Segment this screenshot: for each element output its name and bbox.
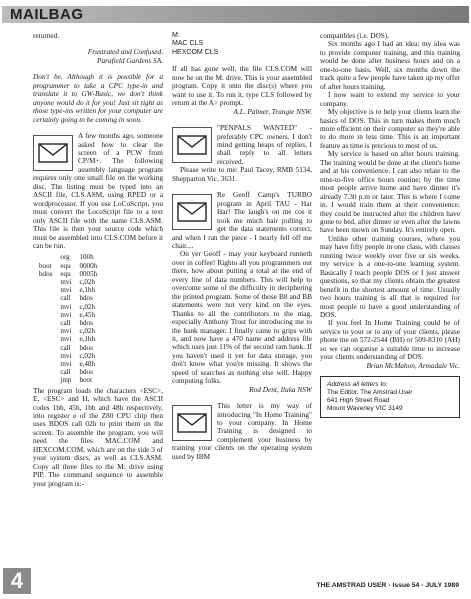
envelope-icon bbox=[172, 127, 212, 163]
asm-line bbox=[39, 352, 105, 360]
asm-line bbox=[39, 286, 105, 294]
letter-body: A few months ago, someone asked how to clear the screen of a PCW from CP/M+. The following assembly language program requires only one small file on the working disc. The listing must be typed into an ASCII file, CLS.ASM, using RPED or a wordprocessor. If you use LoCoScript, you must convert the LocoScript file to a text only ASCII file with the name CLS.ASM. This file is then your source code which must be assembled into CLS.COM before it can be run. bbox=[33, 131, 163, 250]
asm-operand: e,48h bbox=[79, 360, 96, 369]
asm-opcode: jmp bbox=[60, 376, 72, 385]
asm-label bbox=[39, 376, 60, 384]
asm-label bbox=[39, 368, 60, 376]
paragraph: Six months ago I had an idea; my idea was to provide computer training, and this training would be done after business hours and on a one-to-one basis. Well, six months down the track quite a few people have taken up my offer of after hours training. bbox=[320, 39, 460, 91]
column-3 bbox=[320, 32, 460, 418]
asm-label bbox=[39, 303, 60, 311]
asm-operand: c,02h bbox=[79, 302, 96, 311]
mailbag-banner bbox=[2, 6, 469, 23]
asm-line bbox=[39, 262, 105, 270]
asm-label bbox=[39, 335, 60, 343]
asm-label bbox=[39, 344, 60, 352]
address-heading: Address all letters to: bbox=[327, 381, 388, 389]
asm-opcode: equ bbox=[60, 261, 71, 270]
asm-opcode: call bbox=[60, 294, 71, 303]
asm-label bbox=[39, 294, 60, 302]
asm-opcode: mvi bbox=[60, 351, 72, 360]
asm-line bbox=[39, 303, 105, 311]
asm-line bbox=[39, 311, 105, 319]
signature: Brian McMahon, Armadale Vic. bbox=[366, 360, 460, 370]
column-2 bbox=[172, 32, 312, 461]
asm-line bbox=[39, 335, 105, 343]
asm-opcode: org bbox=[60, 253, 70, 262]
asm-label bbox=[39, 253, 60, 261]
asm-operand: c,02h bbox=[79, 351, 96, 360]
envelope-icon bbox=[172, 405, 212, 441]
asm-line bbox=[39, 253, 105, 261]
paragraph: If all has gone well, the file CLS.COM will now be on the M: drive. This is your assembled program. Copy it onto the disc(s) where you want to use it. To run it, type CLS followed by return at the A> prompt. bbox=[172, 64, 312, 108]
asm-operand: e,1bh bbox=[79, 335, 96, 344]
asm-label bbox=[39, 278, 60, 286]
letter-body: The program loads the characters <ESC>, E, <ESC> and H, which have the ASCII codes 1bh, 45h, 1bh and 48h respectively, into register e of the Z80 CPU chip then uses BDOS call 02h to print them on the screen. To assemble the program, you will need the files MAC.COM and HEXCOM.COM, which are on the side 3 of your system discs, as well as CLS.ASM. Copy all three files to the M: drive using PIP. The command sequence to assemble your program is:- bbox=[33, 385, 163, 488]
asm-label bbox=[39, 319, 60, 327]
asm-operand: boot bbox=[79, 376, 93, 385]
paragraph: Re Geoff Camp's TURBO program in April TAU - Har Har! The laugh's on me cos it took me much hair pulling to get the data statements correct, and when I ran the piece - I nearly fell off me chair.... bbox=[172, 190, 312, 250]
asm-operand: 0005h bbox=[79, 269, 98, 278]
signature: Frustrated and Confused, bbox=[87, 47, 163, 57]
address-line: The Editor. The Amstrad User bbox=[327, 389, 413, 397]
paragraph: My objective is to help your clients learn the basics of DOS. This in turn makes them much more efficient on their computer so they're able to do more in less time. This is an important feature as time is precious to most of us. bbox=[320, 107, 460, 150]
page-number: 4 bbox=[3, 568, 31, 594]
asm-line bbox=[39, 270, 105, 278]
asm-label bbox=[39, 311, 60, 319]
address-line: 641 High Street Road bbox=[327, 397, 390, 405]
asm-operand: bdos bbox=[79, 368, 93, 377]
command-line: MAC CLS bbox=[172, 40, 204, 48]
asm-label: bdos bbox=[39, 269, 53, 278]
asm-opcode: mvi bbox=[60, 335, 72, 344]
paragraph: I now want to extend my service to your company. bbox=[320, 90, 460, 108]
paragraph: This letter is my way of introducing "In Home Training" to your company. In Home Training is designed to complement your business by training your clients on the operating system used by IBM bbox=[172, 401, 312, 461]
issue-footer: THE AMSTRAD USER - Issue 54 - JULY 1989 bbox=[316, 582, 459, 589]
asm-label bbox=[39, 286, 60, 294]
asm-opcode: mvi bbox=[60, 360, 72, 369]
asm-opcode: mvi bbox=[60, 310, 72, 319]
envelope-icon bbox=[33, 135, 73, 171]
paragraph: returned. bbox=[33, 31, 60, 40]
signature: Parafield Gardens SA. bbox=[96, 55, 163, 65]
asm-line bbox=[39, 327, 105, 335]
asm-label bbox=[39, 352, 60, 360]
asm-operand: e,45h bbox=[79, 310, 96, 319]
asm-opcode: mvi bbox=[60, 286, 72, 295]
asm-operand: bdos bbox=[79, 319, 93, 328]
asm-opcode: mvi bbox=[60, 302, 72, 311]
asm-line bbox=[39, 278, 105, 286]
asm-opcode: equ bbox=[60, 269, 71, 278]
paragraph: Unlike other training courses, where you may have fifty people in one class, with classes running twice weekly over five or six weeks, my service is a one-to-one learning system. Basically I teach people DOS or I just answer questions, so that my clients obtain the greatest benefit in the shortest amount of time. Usually two hours training is all that is required for most people to have a good understanding of DOS. bbox=[320, 233, 460, 319]
paragraph: On yer Geoff - may your keyboard runneth over in coffee! Righto all you programmers out there, how about putting a total at the end of every line of data numbers. This will help to overcome some of the difficulty in deciphering the printed program. Some of those B8 and BB statements were not very kind on the eyes. Thanks to all the contributors to the mag, especially Anthony Trost for introducing me to the bank manager. I finally came to grips with it, and now have a 470 name and address file which uses just 11% of the second ram bank. If you haven't used it yet for data storage, you don't know what you're missing. It shows the speed of searches as nothing else will. Happy computing folks. bbox=[172, 249, 312, 386]
asm-opcode: mvi bbox=[60, 278, 72, 287]
asm-label bbox=[39, 360, 60, 368]
asm-operand: 100h bbox=[79, 253, 94, 262]
section-title: MAILBAG bbox=[10, 6, 84, 23]
asm-line bbox=[39, 360, 105, 368]
asm-label: boot bbox=[39, 261, 52, 270]
asm-operand: c,02h bbox=[79, 327, 96, 336]
asm-opcode: mvi bbox=[60, 327, 72, 336]
command-line: HEXCOM CLS bbox=[172, 48, 219, 56]
asm-line bbox=[39, 368, 105, 376]
paragraph: My service is based on after hours training. The training would be done at the client's home and at his convenience. I can also relate to the nine-to-five office hours routine; by the time most people arrive home and have dinner it's already 7.30 p.m or later. This is where I come in. I would train them at their convenience; they could be instructed after the children have gone to bed, after dinner or even after the lawns have been mown on Sunday. It's entirely open. bbox=[320, 149, 460, 235]
editor-note: Don't be. Although it is possible for a programmer to take a CPC type-in and translate it to GW-Basic, we don't think anyone would do it for you! Just sit tight as those type-ins written for your computer are certainly going to be coming in soon. bbox=[33, 72, 163, 124]
address-line: Mount Waverley VIC 3149 bbox=[327, 405, 403, 413]
asm-opcode: call bbox=[60, 343, 71, 352]
envelope-icon bbox=[172, 194, 212, 230]
asm-line bbox=[39, 319, 105, 327]
column-1 bbox=[33, 32, 163, 488]
paragraph: compatibles (i.e. DOS). bbox=[320, 31, 390, 40]
command-line: M: bbox=[172, 32, 180, 39]
asm-line bbox=[39, 376, 105, 384]
asm-operand: e,1bh bbox=[79, 286, 96, 295]
address-box bbox=[320, 376, 460, 418]
signature: A.L. Palmer, Trangie NSW. bbox=[233, 106, 312, 116]
asm-opcode: call bbox=[60, 319, 71, 328]
asm-operand: 0000h bbox=[79, 261, 98, 270]
paragraph: If you feel In Home Training could be of service to your or to any of your clients, please phone me on 572-2544 (BH) or 509-8310 (AH) so we can organise a suitable time to increase your clients understanding of DOS. bbox=[320, 318, 460, 362]
asm-label bbox=[39, 327, 60, 335]
asm-operand: bdos bbox=[79, 294, 93, 303]
signature: Rod Dent, Iluka NSW bbox=[249, 384, 312, 394]
asm-line bbox=[39, 344, 105, 352]
paragraph: Please write to me: Paul Tacey, RMB 5134, Shepparton Vic. 3631. bbox=[172, 165, 312, 183]
asm-operand: bdos bbox=[79, 343, 93, 352]
asm-operand: c,02h bbox=[79, 278, 96, 287]
asm-opcode: call bbox=[60, 368, 71, 377]
asm-line bbox=[39, 294, 105, 302]
assembly-listing bbox=[39, 253, 105, 384]
paragraph: "PENPALS WANTED" - preferably CPC owners. I don't mind getting heaps of replies, I shall reply to all letters received. bbox=[217, 123, 312, 166]
